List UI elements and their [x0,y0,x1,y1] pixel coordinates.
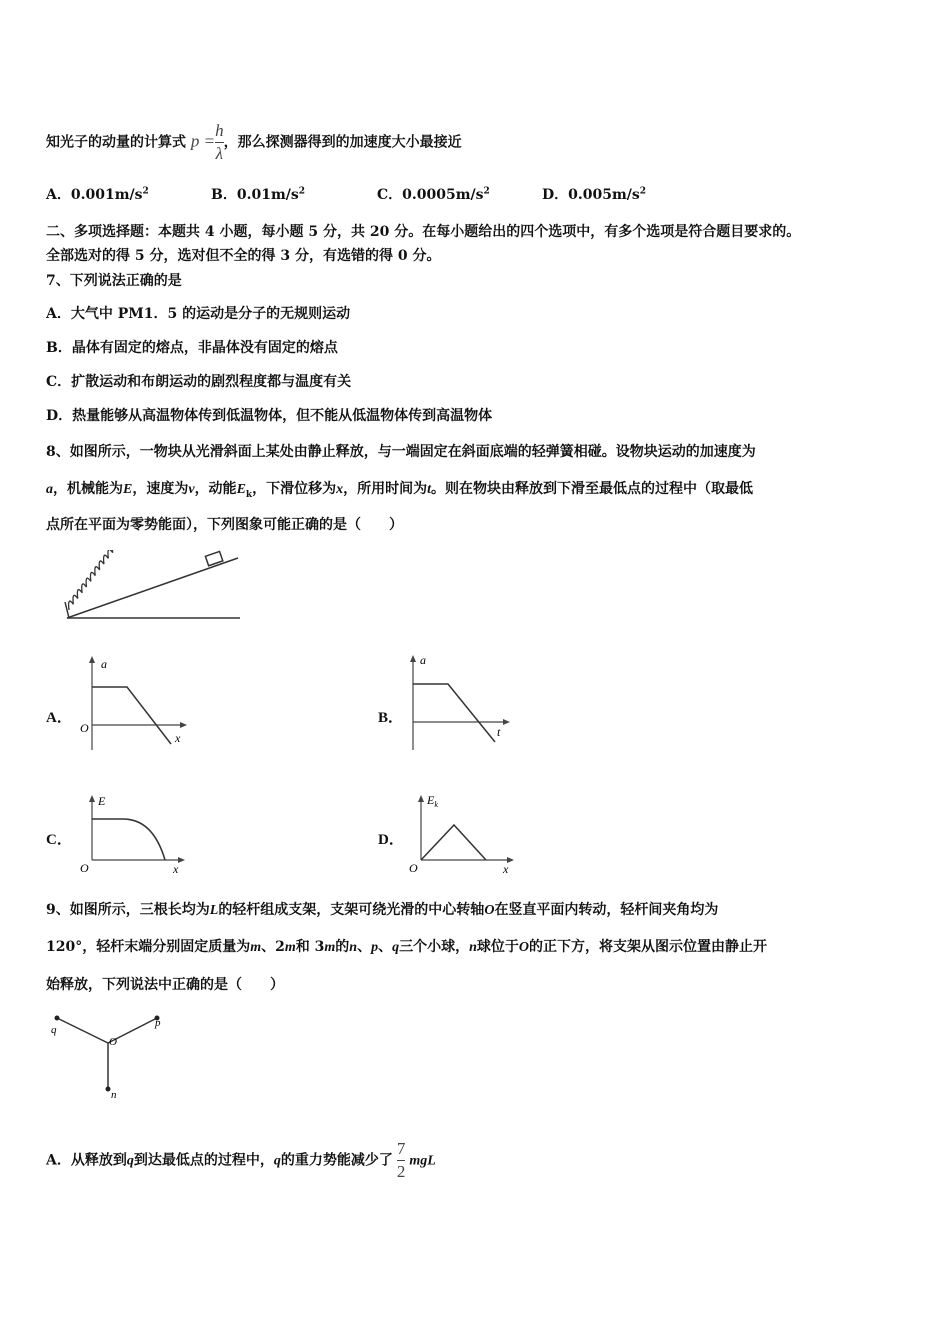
q6-stem-suffix: ，那么探测器得到的加速度大小最接近 [223,134,462,151]
q9-fig-label-q: q [51,1024,57,1036]
section2-heading-line1: 二、多项选择题：本题共 4 小题，每小题 5 分，共 20 分。在每小题给出的四个选项中，有多个选项是符合题目要求的。 [46,224,801,240]
q9-fig-label-o: O [109,1036,117,1048]
q9-fig-label-p: p [155,1017,161,1029]
q6-option-b: B．$0.01m/s^2$ [211,186,306,203]
q8-graph-c-xaxis-label: x [173,862,179,875]
q7-option-c: C．扩散运动和布朗运动的剧烈程度都与温度有关 [46,374,352,390]
q8-graph-b-yaxis-label: a [420,653,426,667]
q8-stem-line1: 8、如图所示，一物块从光滑斜面上某处由静止释放，与一端固定在斜面底端的轻弹簧相碰。设物块运动的加速度为 [46,444,756,460]
q9-stem-line1: 9、如图所示，三根长均为L的轻杆组成支架，支架可绕光滑的中心转轴O在竖直平面内转动，轻杆间夹角均为 [46,902,719,918]
q6-option-a: A．$0.001m/s^2$ [46,186,149,203]
q8-graph-d [400,790,520,875]
q8-graph-b-xaxis-label: t [497,725,501,739]
q8-graph-c [75,790,190,875]
q9-option-a-fraction: $\frac{7}{2}$ [396,1139,406,1181]
q8-graph-c-yaxis-label: E [98,794,106,808]
q8-graph-b-label: B． [378,710,404,726]
q8-graph-c-origin: O [80,861,89,875]
section2-heading-line2: 全部选对的得 5 分，选对但不全的得 3 分，有选错的得 0 分。 [46,248,441,264]
q8-graph-b [400,650,515,755]
q8-graph-d-yaxis-label: $E_k$ [427,793,438,809]
q8-graph-d-label: D． [378,832,404,848]
q6-formula-den: λ [215,144,224,163]
q6-option-d: D．$0.005m/s^2$ [542,186,647,203]
q8-graph-a-origin: O [80,721,89,735]
q6-formula-num: h [215,121,224,140]
q8-graph-d-xaxis-label: x [503,862,509,875]
q8-graph-a-label: A． [46,710,72,726]
q8-graph-a-yaxis-label: a [101,657,107,671]
q8-incline-figure [55,550,250,630]
q7-option-d: D．热量能够从高温物体传到低温物体，但不能从低温物体传到高温物体 [46,408,493,424]
q8-graph-c-label: C． [46,832,72,848]
q8-stem-line2: a，机械能为E，速度为v，动能$E_k$，下滑位移为x，所用时间为t。则在物块由释放到下滑至最低点的过程中（取最低 [46,481,754,500]
q7-option-b: B．晶体有固定的熔点，非晶体没有固定的熔点 [46,340,338,356]
q6-formula-lhs: p = [190,131,216,151]
q9-rod-figure [45,1005,175,1100]
q9-stem-line3: 始释放，下列说法中正确的是（ ） [46,977,284,993]
q6-stem [46,122,462,163]
q6-formula-fraction [215,122,224,163]
q9-option-a: A．从释放到q到达最低点的过程中，q的重力势能减少了 $\frac{7}{2}$ mgL [46,1139,436,1181]
q8-graph-a-xaxis-label: x [175,731,181,745]
q7-option-a: A．大气中 PM1．5 的运动是分子的无规则运动 [46,306,351,322]
q8-graph-d-origin: O [409,861,418,875]
q7-stem: 7、下列说法正确的是 [46,273,182,289]
q6-stem-prefix: 知光子的动量的计算式 [46,134,186,151]
q8-graph-a [75,652,190,757]
q9-stem-line2: 120°，轻杆末端分别固定质量为m、2m和 3m的n、p、q三个小球，n球位于O的正下方，将支架从图示位置由静止开 [46,939,767,955]
q6-option-c: C．$0.0005m/s^2$ [377,186,490,203]
q8-stem-line3: 点所在平面为零势能面），下列图象可能正确的是（ ） [46,517,403,533]
q9-fig-label-n: n [111,1089,117,1100]
